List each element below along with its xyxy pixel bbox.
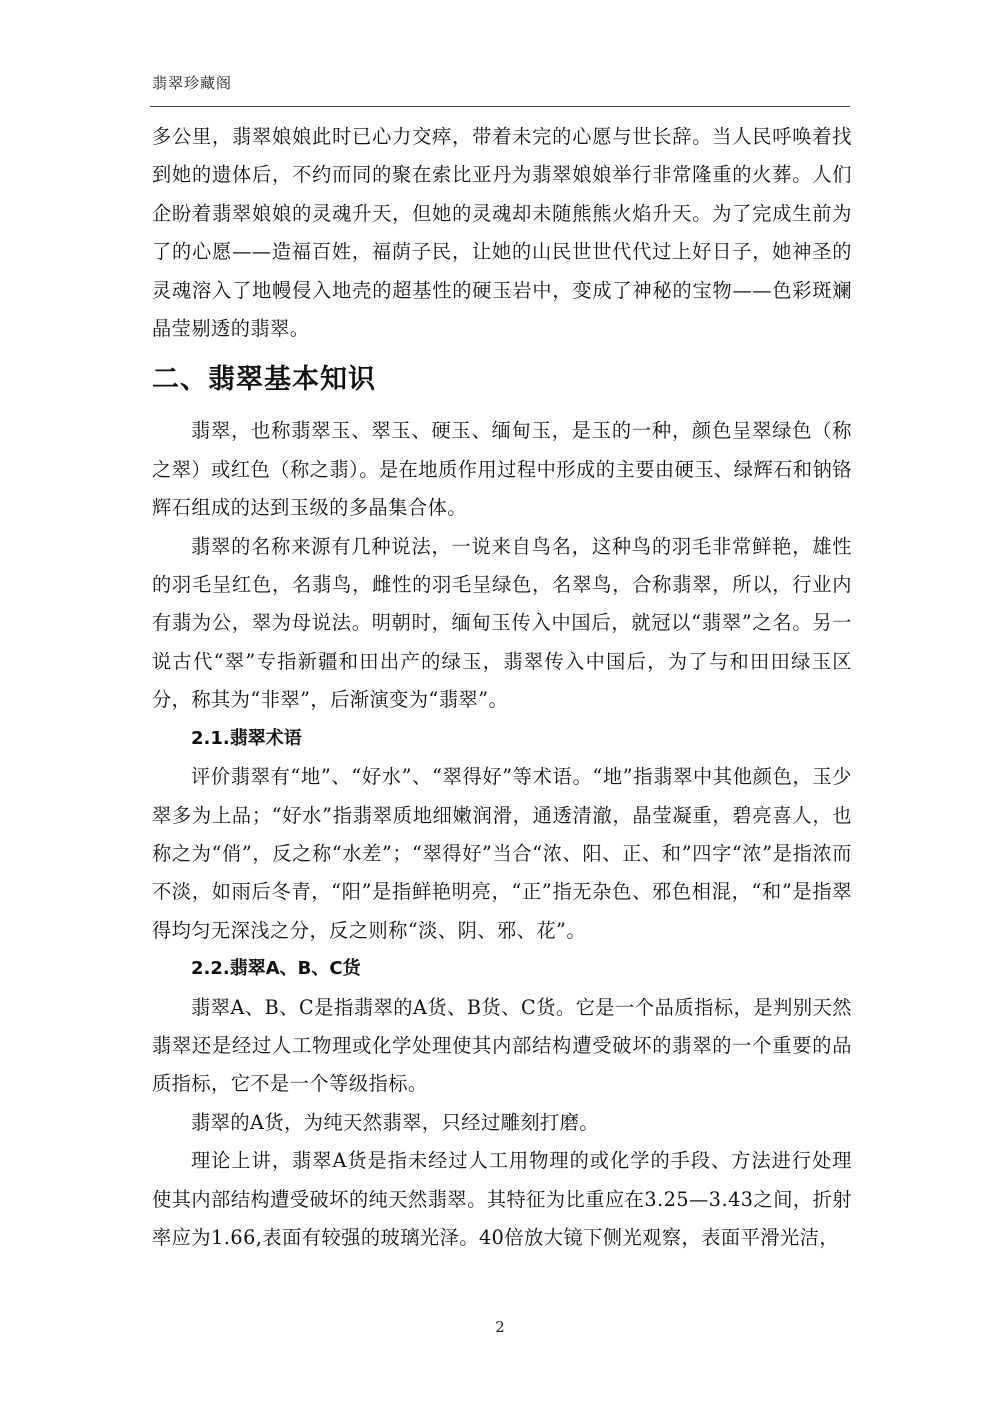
- intro-paragraph: 多公里，翡翠娘娘此时已心力交瘁，带着未完的心愿与世长辞。当人民呼唤着找到她的遗体后，不约而同的聚在索比亚丹为翡翠娘娘举行非常隆重的火葬。人们企盼着翡翠娘娘的灵魂升天，但她的灵魂却未随熊熊火焰升天。为了完成生前为了的心愿——造福百姓，福荫子民，让她的山民世世代代过上好日子，她神圣的灵魂溶入了地幔侵入地壳的超基性的硬玉岩中，变成了神秘的宝物——色彩斑斓晶莹剔透的翡翠。: [152, 125, 852, 341]
- header-divider: [150, 106, 850, 107]
- subsection-heading-grades: 2.2.翡翠A、B、C货: [191, 958, 361, 980]
- running-header: 翡翠珍藏阁: [152, 74, 233, 92]
- page-number: 2: [495, 1318, 505, 1336]
- terms-paragraph: 评价翡翠有“地”、“好水”、“翠得好”等术语。“地”指翡翠中其他颜色，玉少翠多为上品；“好水”指翡翠质地细嫩润滑，通透清澈，晶莹凝重，碧亮喜人，也称之为“俏”，反之称“水差”；“翠得好”当合“浓、阳、正、和”四字“浓”是指浓而不淡，如雨后冬青，“阳”是指鲜艳明亮，“正”指无杂色、邪色相混，“和”是指翠得均匀无深浅之分，反之则称“淡、阴、邪、花”。: [152, 765, 852, 942]
- section-heading: 二、翡翠基本知识: [152, 364, 376, 396]
- a-grade-short-paragraph: 翡翠的A货，为纯天然翡翠，只经过雕刻打磨。: [191, 1110, 600, 1134]
- name-origin-paragraph: 翡翠的名称来源有几种说法，一说来自鸟名，这种鸟的羽毛非常鲜艳，雄性的羽毛呈红色，名翡鸟，雌性的羽毛呈绿色，名翠鸟，合称翡翠，所以，行业内有翡为公，翠为母说法。明朝时，缅甸玉传入中国后，就冠以“翡翠”之名。另一说古代“翠”专指新疆和田出产的绿玉，翡翠传入中国后，为了与和田田绿玉区分，称其为“非翠”，后渐演变为“翡翠”。: [152, 534, 852, 712]
- grades-paragraph: 翡翠A、B、C是指翡翠的A货、B货、C货。它是一个品质指标，是判别天然翡翠还是经过人工物理或化学处理使其内部结构遭受破坏的翡翠的一个重要的品质指标，它不是一个等级指标。: [152, 995, 852, 1096]
- subsection-heading-terms: 2.1.翡翠术语: [191, 727, 302, 749]
- page-body: [152, 118, 852, 1257]
- definition-paragraph: 翡翠，也称翡翠玉、翠玉、硬玉、缅甸玉，是玉的一种，颜色呈翠绿色（称之翠）或红色（称之翡）。是在地质作用过程中形成的主要由硬玉、绿辉石和钠铬辉石组成的达到玉级的多晶集合体。: [152, 419, 852, 520]
- a-grade-detail-paragraph: 理论上讲，翡翠A货是指未经过人工用物理的或化学的手段、方法进行处理使其内部结构遭受破坏的纯天然翡翠。其特征为比重应在3.25—3.43之间，折射率应为1.66,表面有较强的玻璃光泽。40倍放大镜下侧光观察，表面平滑光洁，: [152, 1149, 852, 1249]
